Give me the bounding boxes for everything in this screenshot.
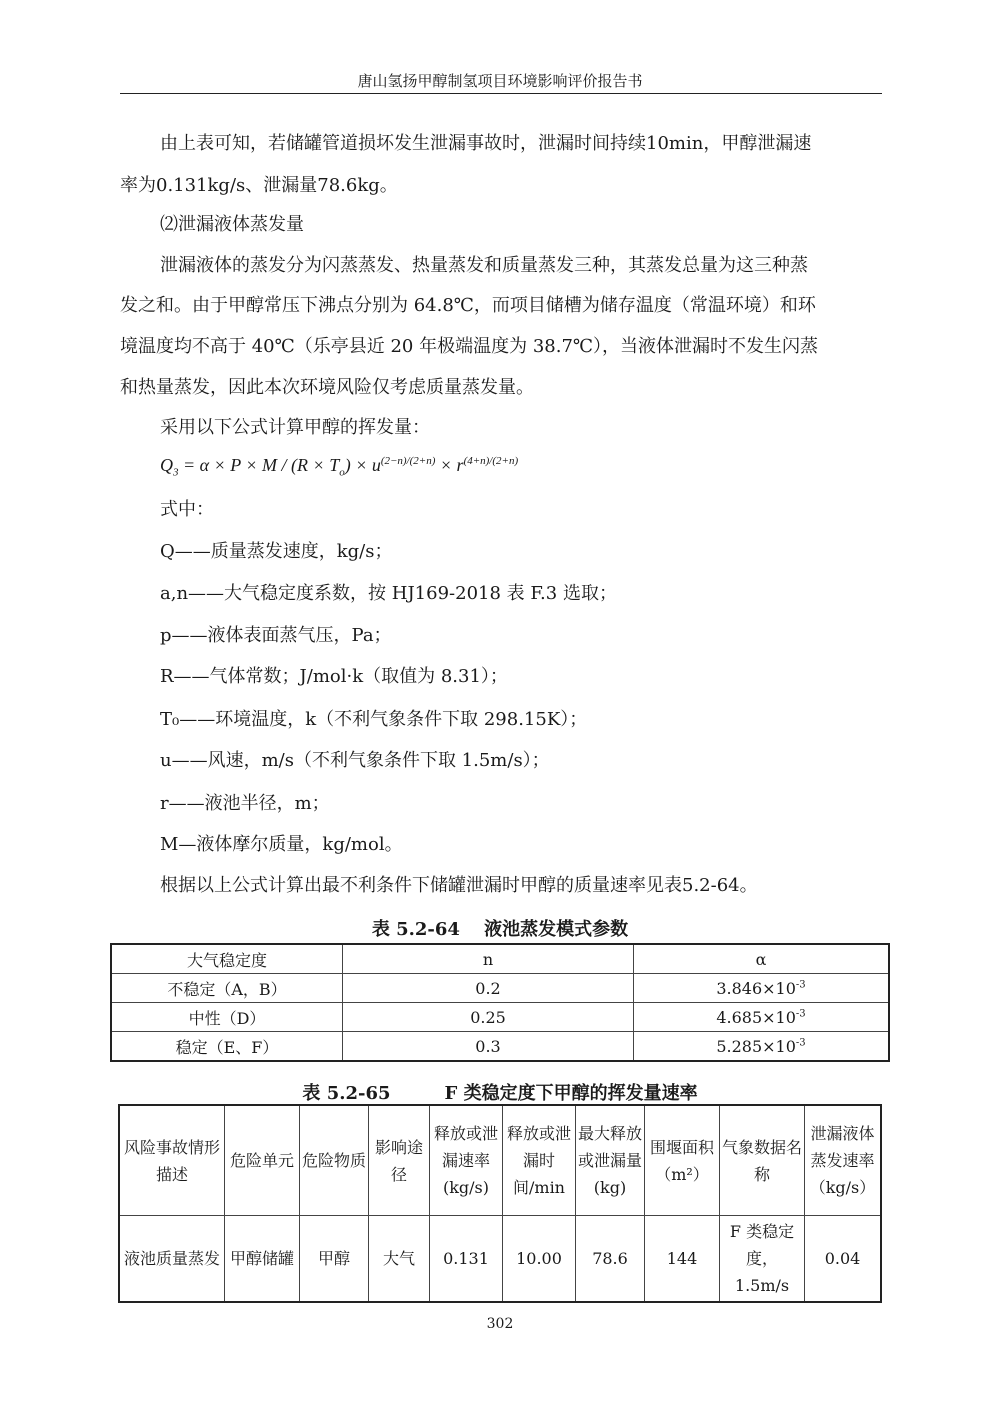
table-header-cell: 泄漏液体蒸发速率（kg/s） xyxy=(805,1105,882,1216)
table-cell: 大气 xyxy=(369,1216,430,1303)
pool-evaporation-params-table xyxy=(110,943,890,1062)
table-cell: $4.685\times 10^{-3}$ xyxy=(634,1003,890,1032)
table-header-cell: 危险单元 xyxy=(225,1105,300,1216)
table-header-cell: 释放或泄漏速率(kg/s) xyxy=(430,1105,503,1216)
definition-p: p——液体表面蒸气压，Pa； xyxy=(160,625,392,646)
table-cell: 78.6 xyxy=(576,1216,645,1303)
table-row xyxy=(111,974,889,1003)
table-cell: $3.846\times 10^{-3}$ xyxy=(634,974,890,1003)
table-header-cell: 围堰面积（m²） xyxy=(645,1105,720,1216)
table-cell: 0.131 xyxy=(430,1216,503,1303)
header-divider xyxy=(120,93,882,94)
paragraph-line: 境温度均不高于 40℃（乐亭县近 20 年极端温度为 38.7℃），当液体泄漏时不发生闪蒸 xyxy=(120,336,819,357)
table-cell: 0.04 xyxy=(805,1216,882,1303)
table-header-row xyxy=(119,1105,881,1216)
table-header-row xyxy=(111,944,889,974)
table-cell: 甲醇 xyxy=(300,1216,369,1303)
page-number: 302 xyxy=(486,1316,514,1332)
paragraph-line: 和热量蒸发，因此本次环境风险仅考虑质量蒸发量。 xyxy=(120,377,534,398)
table2-caption: 表 5.2-65 F 类稳定度下甲醇的挥发量速率 xyxy=(302,1083,698,1104)
evaporation-formula: $Q_3 = \alpha \times P \times M / (R \times T_o) \times u^{(2-n)/(2+n)} \times r^{(4+n)/(2+n)}$ xyxy=(160,455,519,479)
paragraph-line: 采用以下公式计算甲醇的挥发量： xyxy=(160,417,430,438)
definition-m: M—液体摩尔质量，kg/mol。 xyxy=(160,834,403,855)
table-header-cell: 大气稳定度 xyxy=(111,944,343,974)
table-cell: 不稳定（A，B） xyxy=(111,974,343,1003)
definition-a-n: a,n——大气稳定度系数，按 HJ169-2018 表 F.3 选取； xyxy=(160,583,617,604)
table-cell: 144 xyxy=(645,1216,720,1303)
table-header-cell: n xyxy=(343,944,634,974)
paragraph-line: 发之和。由于甲醇常压下沸点分别为 64.8℃，而项目储槽为储存温度（常温环境）和环 xyxy=(120,295,816,316)
paragraph-line: 泄漏液体的蒸发分为闪蒸蒸发、热量蒸发和质量蒸发三种，其蒸发总量为这三种蒸 xyxy=(160,255,808,276)
paragraph-line: 式中： xyxy=(160,499,214,520)
definition-radius: r——液池半径，m； xyxy=(160,793,330,814)
table-cell: 稳定（E、F） xyxy=(111,1032,343,1062)
table-header-cell: 风险事故情形描述 xyxy=(119,1105,225,1216)
table-cell: 甲醇储罐 xyxy=(225,1216,300,1303)
table-row xyxy=(111,1003,889,1032)
volatilization-rate-table xyxy=(118,1104,882,1303)
definition-t0: T₀——环境温度，k（不利气象条件下取 298.15K）； xyxy=(160,709,588,730)
table-cell: 10.00 xyxy=(503,1216,576,1303)
table-cell: F 类稳定度，1.5m/s xyxy=(720,1216,805,1303)
document-header-title: 唐山氢扬甲醇制氢项目环境影响评价报告书 xyxy=(357,72,643,90)
paragraph-line: 由上表可知，若储罐管道损坏发生泄漏事故时，泄漏时间持续10min，甲醇泄漏速 xyxy=(160,133,812,154)
table-header-cell: 气象数据名称 xyxy=(720,1105,805,1216)
table-cell: 0.2 xyxy=(343,974,634,1003)
paragraph-line: 率为0.131kg/s、泄漏量78.6kg。 xyxy=(120,175,398,196)
section-heading: ⑵泄漏液体蒸发量 xyxy=(160,214,304,235)
definition-q: Q——质量蒸发速度，kg/s； xyxy=(160,541,393,562)
table-cell: 0.3 xyxy=(343,1032,634,1062)
table-cell: 液池质量蒸发 xyxy=(119,1216,225,1303)
table-header-cell: α xyxy=(634,944,890,974)
paragraph-line: 根据以上公式计算出最不利条件下储罐泄漏时甲醇的质量速率见表5.2-64。 xyxy=(160,875,758,896)
table-header-cell: 影响途径 xyxy=(369,1105,430,1216)
table-cell: $5.285\times 10^{-3}$ xyxy=(634,1032,890,1062)
table-cell: 中性（D） xyxy=(111,1003,343,1032)
table-header-cell: 最大释放或泄漏量(kg) xyxy=(576,1105,645,1216)
table-header-cell: 释放或泄漏时间/min xyxy=(503,1105,576,1216)
table1-caption: 表 5.2-64 液池蒸发模式参数 xyxy=(371,919,629,940)
table-header-cell: 危险物质 xyxy=(300,1105,369,1216)
definition-u: u——风速，m/s（不利气象条件下取 1.5m/s）； xyxy=(160,750,550,771)
table-row xyxy=(111,1032,889,1062)
table-cell: 0.25 xyxy=(343,1003,634,1032)
table-row xyxy=(119,1216,881,1303)
definition-r: R——气体常数；J/mol·k（取值为 8.31）； xyxy=(160,666,508,687)
